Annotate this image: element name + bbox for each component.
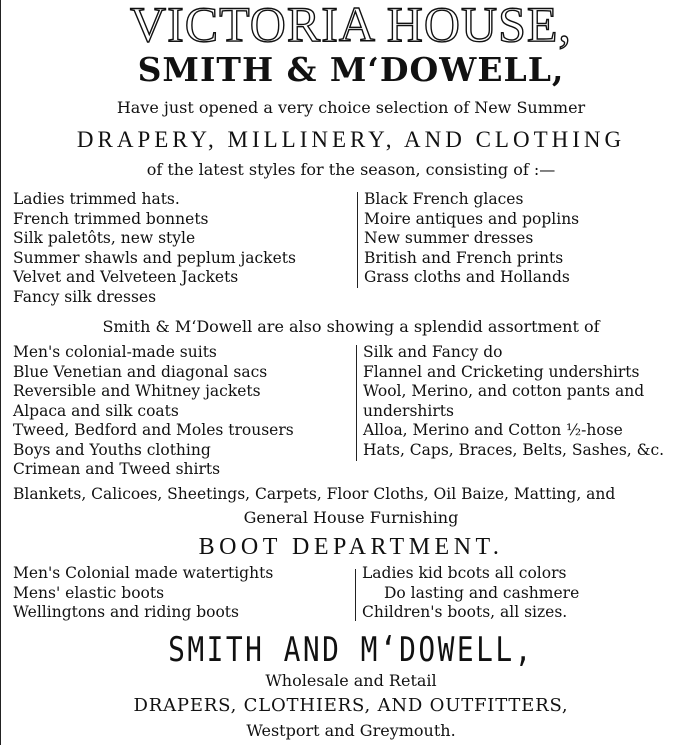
drapery-list-left [13,190,296,307]
trades-line: DRAPERS, CLOTHIERS, AND OUTFITTERS, [133,695,569,716]
list-item: Ladies trimmed hats. [13,190,180,208]
list-item: Moire antiques and poplins [364,209,580,228]
list-item: New summer dresses [364,229,534,247]
list-item: Velvet and Velveteen Jackets [13,268,239,286]
list-item: Ladies kid bcots all colors [362,564,567,582]
list-item: Children's boots, all sizes. [362,603,568,621]
list-item: Flannel and Cricketing undershirts [363,362,640,381]
clothing-list-right [363,343,664,460]
place-line: Westport and Greymouth. [246,721,456,740]
intro-line: Have just opened a very choice selection of New Summer [116,98,586,117]
boot-list-right [362,564,579,623]
list-item: French trimmed bonnets [13,209,209,228]
list-item: Silk paletôts, new style [13,229,196,247]
list-item: Do lasting and cashmere [384,583,580,602]
list-item: Men's Colonial made watertights [13,564,274,582]
list-item: Grass cloths and Hollands [364,268,570,286]
drapery-heading: DRAPERY, MILLINERY, AND CLOTHING [76,127,626,152]
advert-title: VICTORIA HOUSE, [130,0,572,52]
blankets-line: Blankets, Calicoes, Sheetings, Carpets, Floor Cloths, Oil Baize, Matting, and [13,485,616,503]
general-line: General House Furnishing [243,508,459,527]
wholesale-line: Wholesale and Retail [265,671,437,690]
list-item: Black French glaces [364,190,524,208]
list-item: Mens' elastic boots [13,583,165,602]
list-item: Summer shawls and peplum jackets [13,248,296,267]
firm-name: SMITH & M‘DOWELL, [137,50,565,89]
firm-name-footer: SMITH AND M‘DOWELL, [168,630,534,670]
list-item: Blue Venetian and diagonal sacs [13,362,268,381]
drapery-list-right [364,190,579,288]
list-item: Men's colonial-made suits [13,343,217,361]
column-divider [357,192,358,288]
list-item: British and French prints [364,248,564,267]
list-item: Reversible and Whitney jackets [13,382,261,400]
also-line: Smith & M‘Dowell are also showing a splendid assortment of [102,317,600,336]
list-item: Crimean and Tweed shirts [13,460,221,478]
boot-heading: BOOT DEPARTMENT. [198,534,504,560]
clothing-list-left [13,343,294,480]
subline: of the latest styles for the season, consisting of :— [146,160,556,179]
list-item: Wool, Merino, and cotton pants and [363,382,645,400]
list-item: Silk and Fancy do [363,343,503,361]
list-item: Tweed, Bedford and Moles trousers [13,421,294,439]
list-item: Alloa, Merino and Cotton ½-hose [363,421,623,439]
list-item: Boys and Youths clothing [13,440,211,459]
column-divider [356,345,357,461]
list-item: Hats, Caps, Braces, Belts, Sashes, &c. [363,440,665,459]
list-item: Alpaca and silk coats [13,401,179,420]
list-item: Fancy silk dresses [13,287,157,306]
list-item: undershirts [363,401,454,420]
list-item: Wellingtons and riding boots [13,603,239,621]
column-divider [355,569,356,621]
boot-list-left [13,564,273,623]
